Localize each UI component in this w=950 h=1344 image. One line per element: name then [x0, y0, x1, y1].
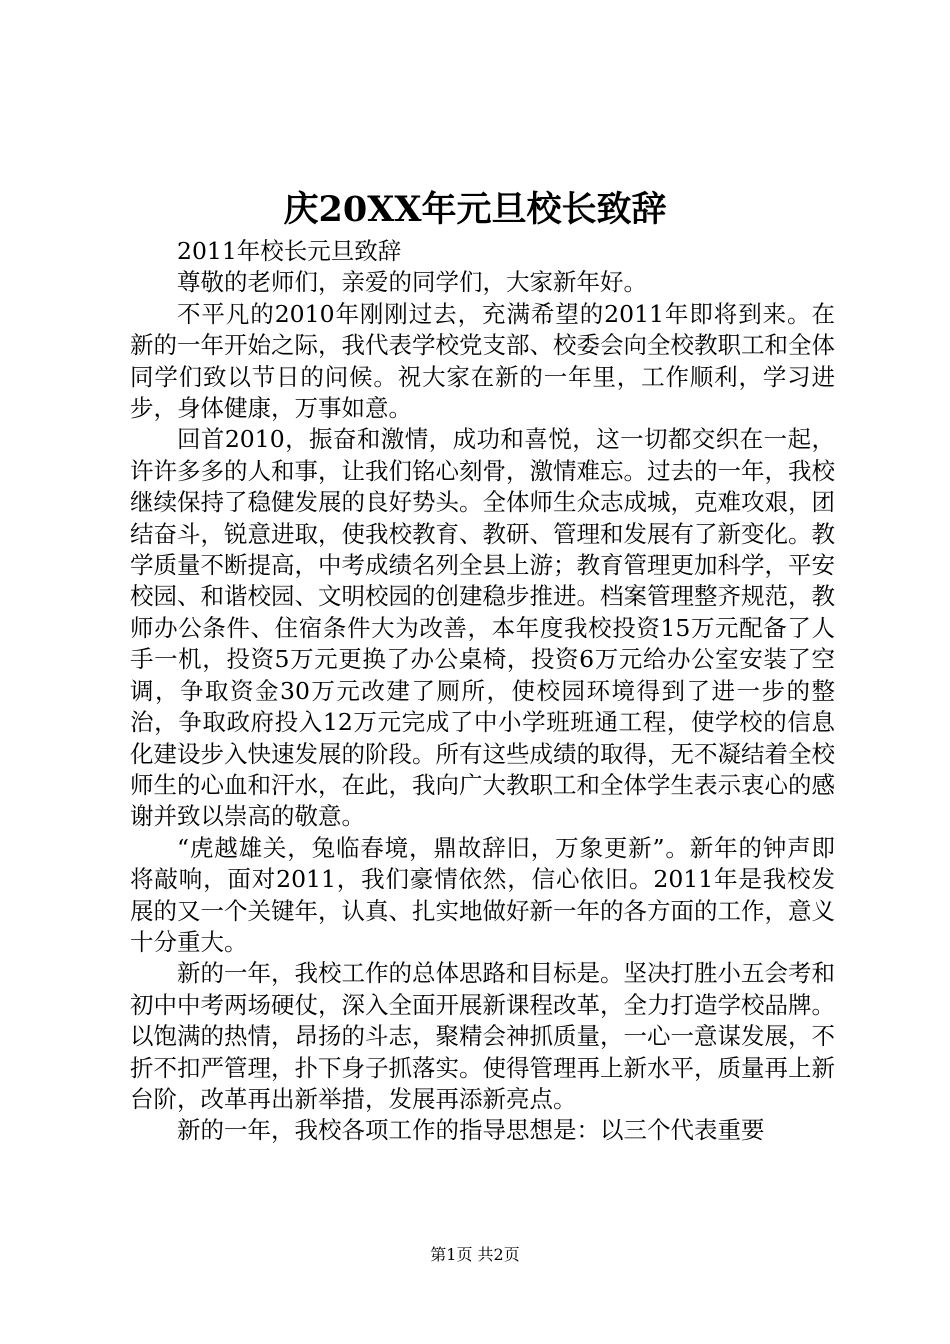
subtitle-paragraph: 2011年校长元旦致辞: [177, 237, 402, 265]
greeting-paragraph: 尊敬的老师们，亲爱的同学们，大家新年好。: [177, 268, 647, 297]
body-paragraph: “虎越雄关，兔临春境，鼎故辞旧，万象更新”。新年的钟声即将敲响，面对2011，我们豪情依然，信心依旧。2011年是我校发展的又一个关键年，认真、扎实地做好新一年的各方面的工作，意义十分重大。: [130, 833, 835, 956]
body-paragraph: 新的一年，我校工作的总体思路和目标是。坚决打胜小五会考和初中中考两场硬仗，深入全面开展新课程改革，全力打造学校品牌。以饱满的热情，昂扬的斗志，聚精会神抓质量，一心一意谋发展，不折不扣严管理，扑下身子抓落实。使得管理再上新水平，质量再上新台阶，改革再出新举措，发展再添新亮点。: [130, 959, 835, 1113]
document-title: 庆20XX年元旦校长致辞: [283, 189, 667, 230]
page-footer: 第1页 共2页: [430, 1245, 520, 1264]
document-body: [130, 236, 835, 1147]
body-paragraph: 回首2010，振奋和激情，成功和喜悦，这一切都交织在一起，许许多多的人和事，让我们铭心刻骨，激情难忘。过去的一年，我校继续保持了稳健发展的良好势头。全体师生众志成城，克难攻艰，团结奋斗，锐意进取，使我校教育、教研、管理和发展有了新变化。教学质量不断提高，中考成绩名列全县上游；教育管理更加科学，平安校园、和谐校园、文明校园的创建稳步推进。档案管理整齐规范，教师办公条件、住宿条件大为改善，本年度我校投资15万元配备了人手一机，投资5万元更换了办公桌椅，投资6万元给办公室安装了空调，争取资金30万元改建了厕所，使校园环境得到了进一步的整治，争取政府投入12万元完成了中小学班班通工程，使学校的信息化建设步入快速发展的阶段。所有这些成绩的取得，无不凝结着全校师生的心血和汗水，在此，我向广大教职工和全体学生表示衷心的感谢并致以崇高的敬意。: [130, 425, 835, 831]
body-paragraph: 新的一年，我校各项工作的指导思想是：以三个代表重要: [177, 1116, 765, 1145]
body-paragraph: 不平凡的2010年刚刚过去，充满希望的2011年即将到来。在新的一年开始之际，我代表学校党支部、校委会向全校教职工和全体同学们致以节日的问候。祝大家在新的一年里，工作顺利，学习进步，身体健康，万事如意。: [130, 299, 835, 423]
